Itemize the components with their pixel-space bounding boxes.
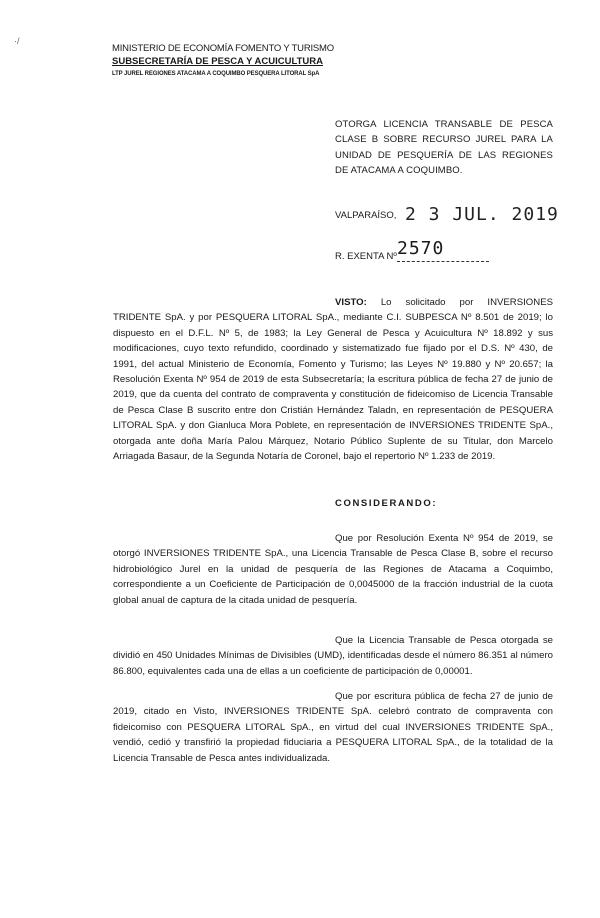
date-stamp: 2 3 JUL. 2019 <box>405 204 559 225</box>
considerando-paragraph-1 <box>113 531 553 608</box>
resolution-subject: OTORGA LICENCIA TRANSABLE DE PESCA CLASE B SOBRE RECURSO JUREL PARA LA UNIDAD DE PESQUERÍA DE LAS REGIONES DE ATACAMA A COQUIMBO. <box>335 119 553 176</box>
considerando-heading: CONSIDERANDO: <box>335 498 438 509</box>
date-place: VALPARAÍSO, <box>335 210 397 221</box>
considerando-paragraph-3 <box>113 689 553 766</box>
subsecretaria-name: SUBSECRETARÍA DE PESCA Y ACUICULTURA <box>112 56 323 67</box>
ministry-name: MINISTERIO DE ECONOMÍA FOMENTO Y TURISMO <box>112 43 334 54</box>
corner-mark: ·/ <box>14 36 20 46</box>
paragraph-text: Que la Licencia Transable de Pesca otorgada se dividió en 450 Unidades Mínimas de Divisibles (UMD), identificadas desde el número 86.351 al número 86.800, equivalentes cada una de ellas a un coeficiente de participación de 0,00001. <box>113 635 553 677</box>
visto-text: Lo solicitado por INVERSIONES TRIDENTE SpA. y por PESQUERA LITORAL SpA., mediante C.I. SUBPESCA Nº 8.501 de 2019; lo dispuesto en el D.F.L. Nº 5, de 1983; la Ley General de Pesca y Acuicultura Nº 18.892 y sus modificaciones, cuyo texto refundido, coordinado y sistematizado fue fijado por el D.S. Nº 430, de 1991, del actual Ministerio de Economía, Fomento y Turismo; las Leyes Nº 19.880 y Nº 20.657; la Resolución Exenta Nº 954 de 2019 de esta Subsecretaría; la escritura pública de fecha 27 de junio de 2019, que da cuenta del contrato de compraventa y constitución de fideicomiso de Licencia Transable de Pesca Clase B suscrito entre don Cristián Hernández Taladn, en representación de PESQUERA LITORAL SpA. y don Gianluca Mora Poblete, en representación de INVERSIONES TRIDENTE SpA., otorgada ante doña María Palou Márquez, Notario Público Suplente de su Titular, don Marcelo Arriagada Basaur, de la Segunda Notaría de Coronel, bajo el repertorio Nº 1.233 de 2019. <box>113 297 553 463</box>
letterhead <box>112 42 334 81</box>
paragraph-text: Que por escritura pública de fecha 27 de junio de 2019, citado en Visto, INVERSIONES TRIDENTE SpA. celebró contrato de compraventa con fideicomiso con PESQUERA LITORAL SpA., en virtud del cual INVERSIONES TRIDENTE SpA., vendió, cedió y transfirió la propiedad fiduciaria a PESQUERA LITORAL SpA., de la totalidad de la Licencia Transable de Pesca antes individualizada. <box>113 691 553 764</box>
exenta-underline <box>397 261 489 262</box>
paragraph-text: Que por Resolución Exenta Nº 954 de 2019, se otorgó INVERSIONES TRIDENTE SpA., una Licencia Transable de Pesca Clase B, sobre el recurso hidrobiológico Jurel en la unidad de pesquería de las Regiones de Atacama a Coquimbo, correspondiente a un Coeficiente de Participación de 0,0045000 de la fracción industrial de la cuota global anual de captura de la citada unidad de pesquería. <box>113 533 553 606</box>
visto-paragraph <box>113 295 553 464</box>
considerando-paragraph-2 <box>113 633 553 679</box>
reference-line: LTP JUREL REGIONES ATACAMA A COQUIMBO PESQUERA LITORAL SpA <box>112 71 320 77</box>
exenta-number: 2570 <box>397 238 445 259</box>
visto-heading: VISTO: <box>335 297 367 308</box>
resolution-number-line <box>335 240 565 264</box>
date-line <box>335 206 565 228</box>
exenta-label: R. EXENTA Nº <box>335 251 397 262</box>
